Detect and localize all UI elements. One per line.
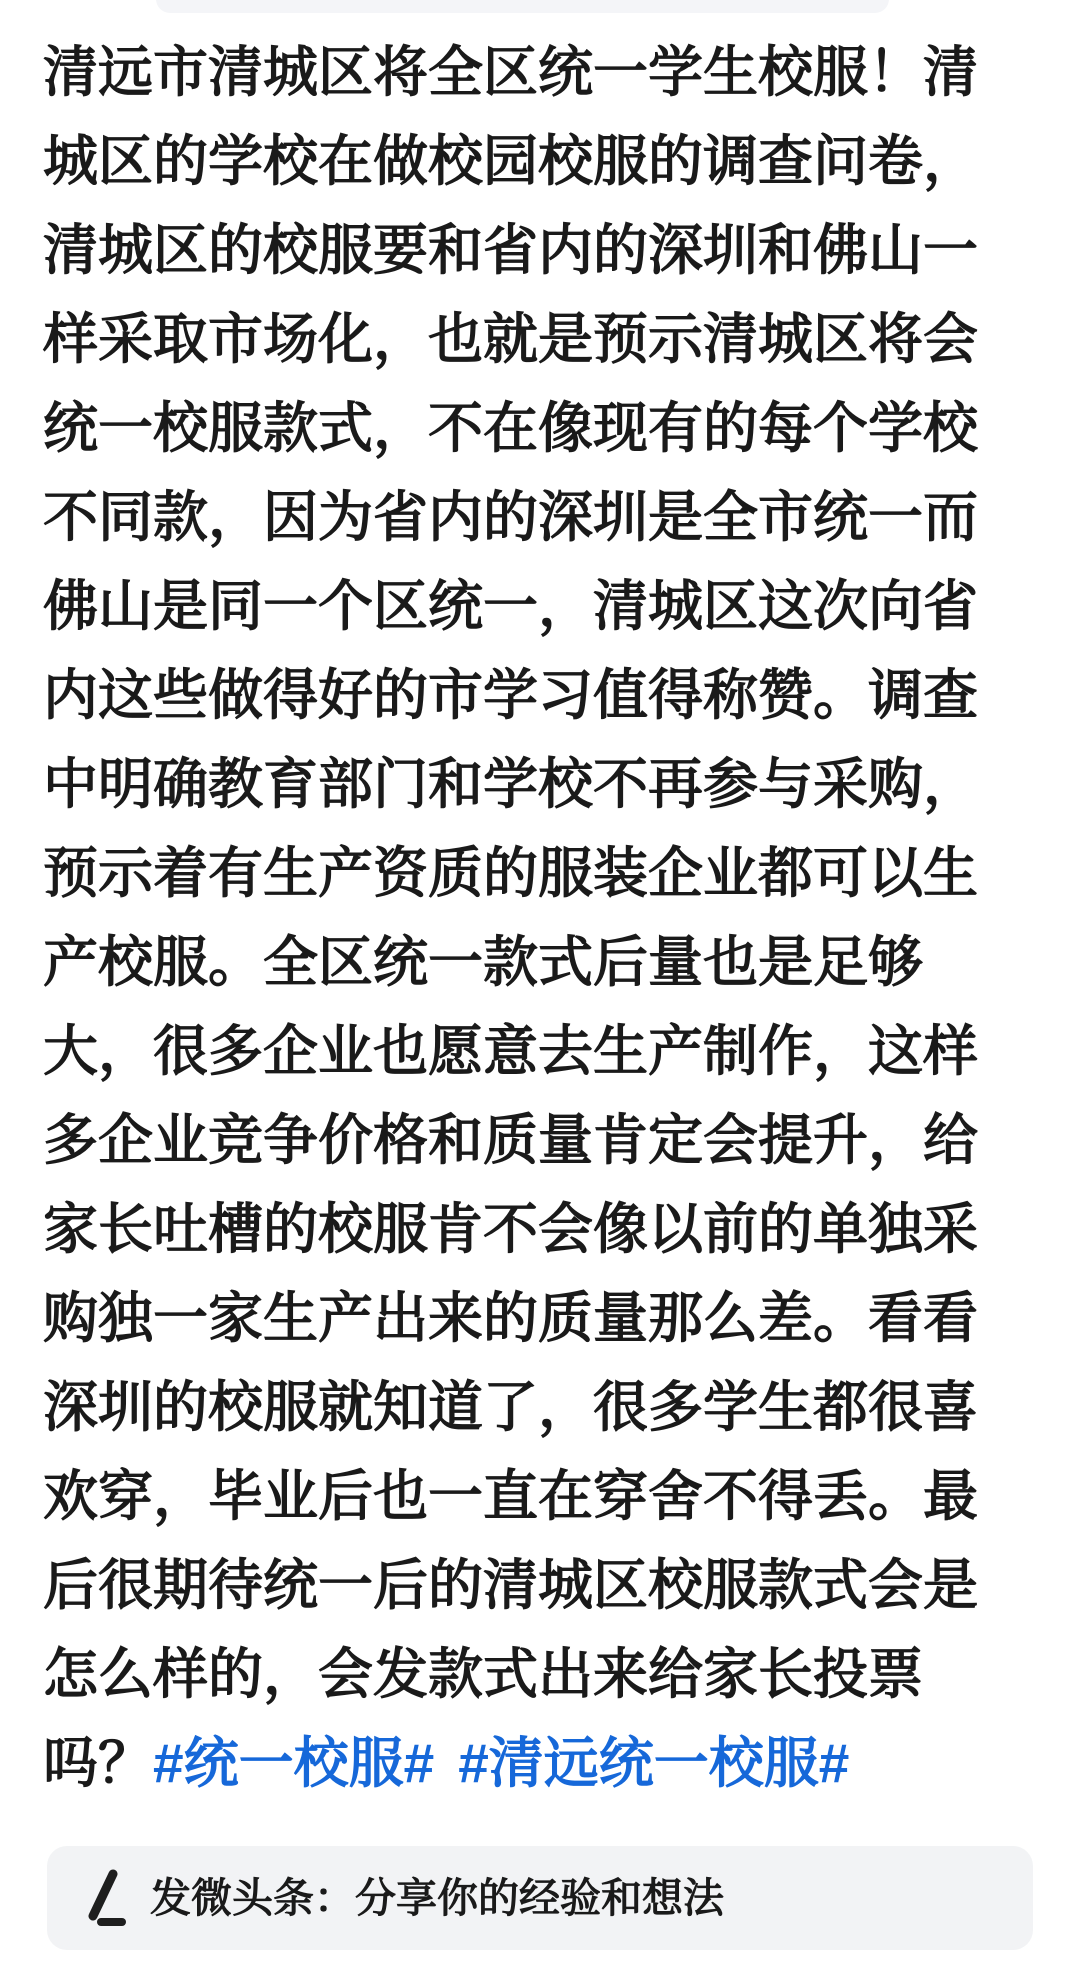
post-text-line: 家长吐槽的校服肯不会像以前的单独采	[43, 1198, 979, 1260]
post-text-line: 欢穿，毕业后也一直在穿舍不得丢。最	[43, 1465, 979, 1527]
post-text-line: 多企业竞争价格和质量肯定会提升，给	[43, 1109, 979, 1171]
post-text-line: 怎么样的，会发款式出来给家长投票	[43, 1643, 924, 1705]
pencil-icon	[80, 1869, 126, 1927]
composer-bar[interactable]	[47, 1846, 1033, 1950]
hashtag-link-qingyuan-unified-uniform[interactable]: #清远统一校服#	[458, 1732, 850, 1794]
post-text-line: 不同款，因为省内的深圳是全市统一而	[43, 486, 979, 548]
post-text-line: 大，很多企业也愿意去生产制作，这样	[43, 1020, 979, 1082]
post-text-line: 深圳的校服就知道了，很多学生都很喜	[43, 1376, 979, 1438]
post-text-line: 中明确教育部门和学校不再参与采购，	[43, 753, 979, 815]
hashtag-link-unified-uniform[interactable]: #统一校服#	[153, 1732, 435, 1794]
post-text-line: 清城区的校服要和省内的深圳和佛山一	[43, 219, 979, 281]
post-text-line: 预示着有生产资质的服装企业都可以生	[43, 842, 979, 904]
top-card-partial	[156, 0, 889, 13]
post-text-line: 样采取市场化，也就是预示清城区将会	[43, 308, 979, 370]
post-text-line: 内这些做得好的市学习值得称赞。调查	[43, 664, 979, 726]
post-text-line: 清远市清城区将全区统一学生校服！清	[43, 41, 979, 103]
post-text-line: 购独一家生产出来的质量那么差。看看	[43, 1287, 979, 1349]
post-text-line-last	[43, 1719, 1037, 1808]
post-text-line: 统一校服款式，不在像现有的每个学校	[43, 397, 979, 459]
last-line-prefix: 吗？	[43, 1732, 154, 1794]
post-text-lines	[43, 28, 1037, 1719]
post-text-line: 后很期待统一后的清城区校服款式会是	[43, 1554, 979, 1616]
post-text-line: 佛山是同一个区统一，清城区这次向省	[43, 575, 979, 637]
post-text-line: 产校服。全区统一款式后量也是足够	[43, 931, 924, 993]
post-text	[43, 28, 1037, 1808]
post-text-line: 城区的学校在做校园校服的调查问卷，	[43, 130, 979, 192]
composer-placeholder: 发微头条：分享你的经验和想法	[150, 1874, 724, 1921]
